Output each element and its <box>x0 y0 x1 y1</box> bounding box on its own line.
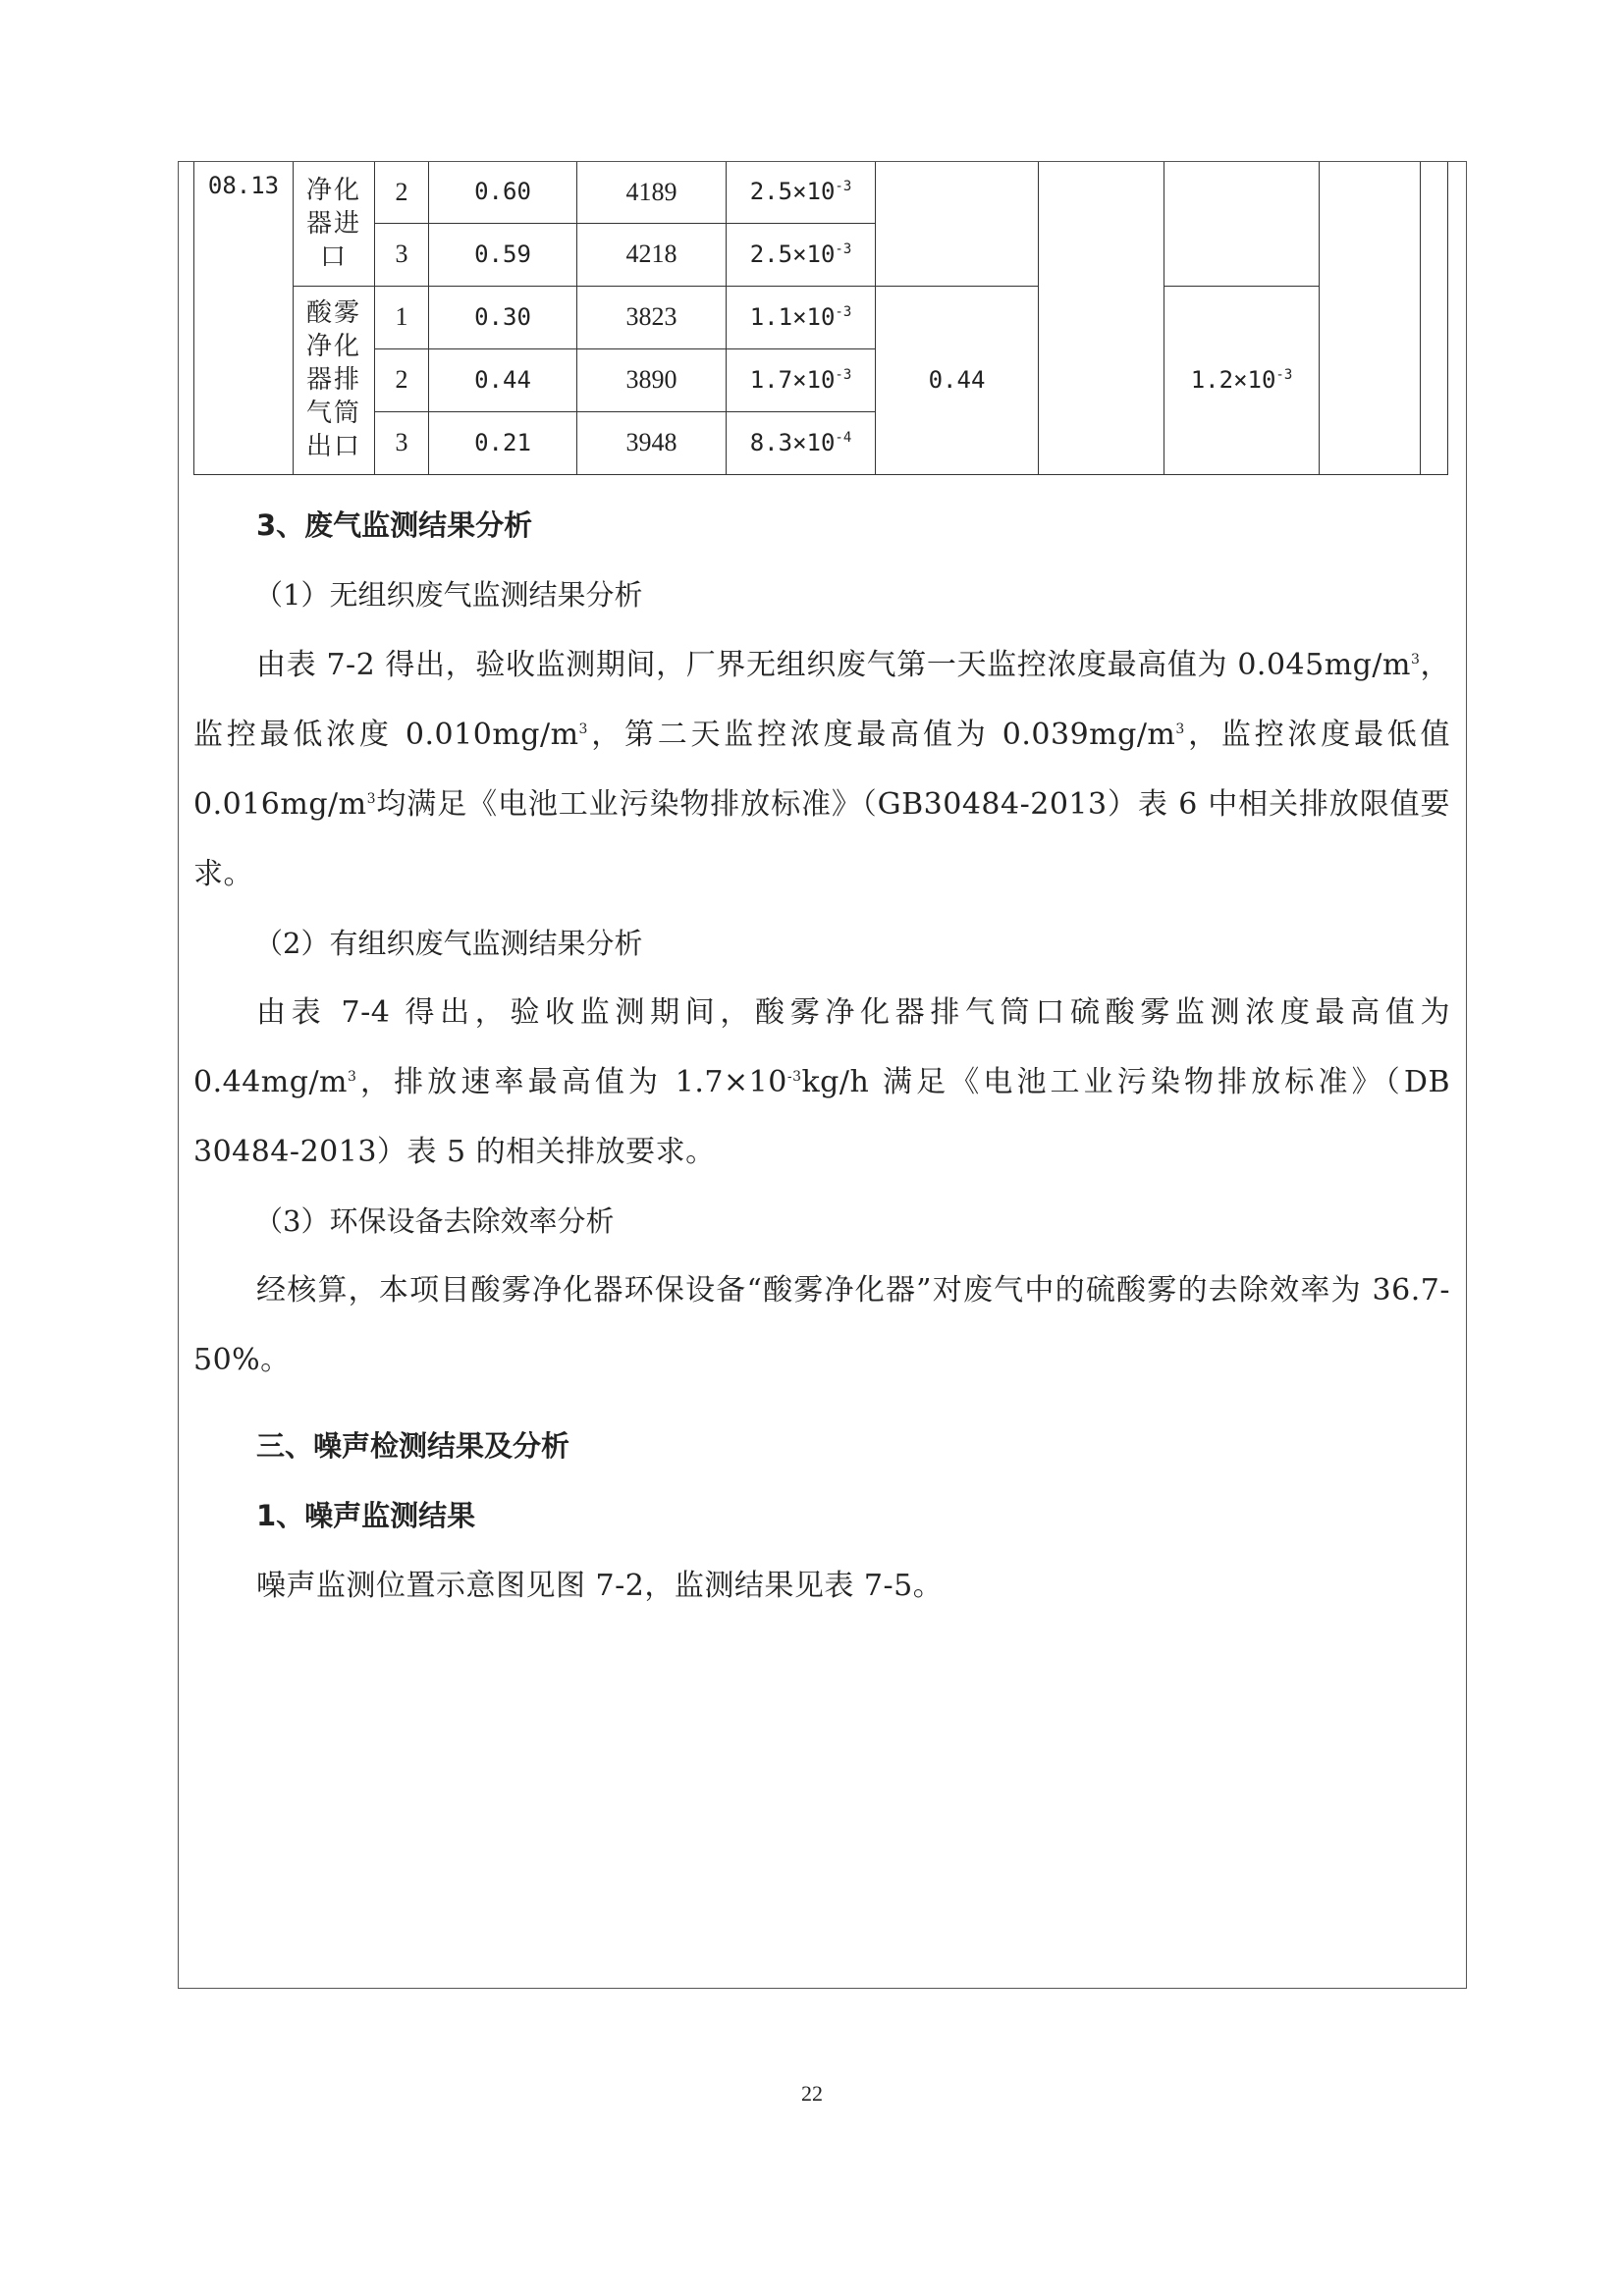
flow-cell: 4218 <box>577 223 727 286</box>
concentration-cell: 0.60 <box>429 162 577 223</box>
sample-no: 3 <box>375 411 429 474</box>
flow-cell: 4189 <box>577 162 727 223</box>
rate-cell: $8.3\times 10^{-4}$ <box>727 411 876 474</box>
outlet-max-conc: 0.44 <box>876 286 1039 474</box>
rate-cell: $1.1\times 10^{-3}$ <box>727 286 876 348</box>
rate-cell: $2.5\times 10^{-3}$ <box>727 162 876 223</box>
paragraph-fugitive: 由表 7-2 得出，验收监测期间，厂界无组织废气第一天监控浓度最高值为 $0.045mg/m^3$，监控最低浓度 $0.010mg/m^3$，第二天监控浓度最高值为 $0.039mg/m^3$，监控浓度最低值 $0.016mg/m^3$均满足《电池工业污染物排放标准》（GB30484-2013）表 6 中相关排放限值要求。 <box>193 648 1450 891</box>
concentration-cell: 0.21 <box>429 411 577 474</box>
inlet-max-rate <box>1164 162 1320 286</box>
subsection-title: （3）环保设备去除效率分析 <box>254 1204 615 1238</box>
subsection-title: （2）有组织废气监测结果分析 <box>254 927 643 960</box>
outlet-max-rate: $1.2\times 10^{-3}$ <box>1164 286 1320 474</box>
rate-cell: $2.5\times 10^{-3}$ <box>727 223 876 286</box>
flow-cell: 3823 <box>577 286 727 348</box>
sample-no: 3 <box>375 223 429 286</box>
limit-rate <box>1320 162 1421 474</box>
sample-no: 2 <box>375 348 429 411</box>
subsection-title: （1）无组织废气监测结果分析 <box>254 578 643 612</box>
table-row <box>194 162 1448 223</box>
table-row <box>194 286 1448 348</box>
section-title: 3、废气监测结果分析 <box>256 508 533 542</box>
section-title: 1、噪声监测结果 <box>256 1499 476 1532</box>
monitoring-table <box>193 162 1448 475</box>
sample-no: 1 <box>375 286 429 348</box>
result-cell <box>1421 162 1448 474</box>
paragraph-organized: 由表 7-4 得出，验收监测期间，酸雾净化器排气筒口硫酸雾监测浓度最高值为 $0.44mg/m^3$，排放速率最高值为 $1.7\times 10^{-3}kg/h$ 满足《电池工业污染物排放标准》（DB 30484-2013）表 5 的相关排放要求。 <box>193 995 1450 1169</box>
report-body <box>193 491 1450 1621</box>
rate-cell: $1.7\times 10^{-3}$ <box>727 348 876 411</box>
section-title: 三、噪声检测结果及分析 <box>256 1429 570 1463</box>
outlet-label: 酸雾净化器排气筒出口 <box>294 286 375 474</box>
page-number: 22 <box>801 2081 823 2106</box>
inlet-label: 净化器进口 <box>294 162 375 286</box>
flow-cell: 3948 <box>577 411 727 474</box>
paragraph-efficiency: 经核算，本项目酸雾净化器环保设备“酸雾净化器”对废气中的硫酸雾的去除效率为 36.7-50%。 <box>193 1273 1450 1377</box>
paragraph-noise: 噪声监测位置示意图见图 7-2，监测结果见表 7-5。 <box>256 1569 944 1603</box>
concentration-cell: 0.44 <box>429 348 577 411</box>
sample-no: 2 <box>375 162 429 223</box>
concentration-cell: 0.59 <box>429 223 577 286</box>
flow-cell: 3890 <box>577 348 727 411</box>
concentration-cell: 0.30 <box>429 286 577 348</box>
date-cell: 08.13 <box>194 162 294 474</box>
limit-conc <box>1039 162 1164 474</box>
inlet-max-conc <box>876 162 1039 286</box>
